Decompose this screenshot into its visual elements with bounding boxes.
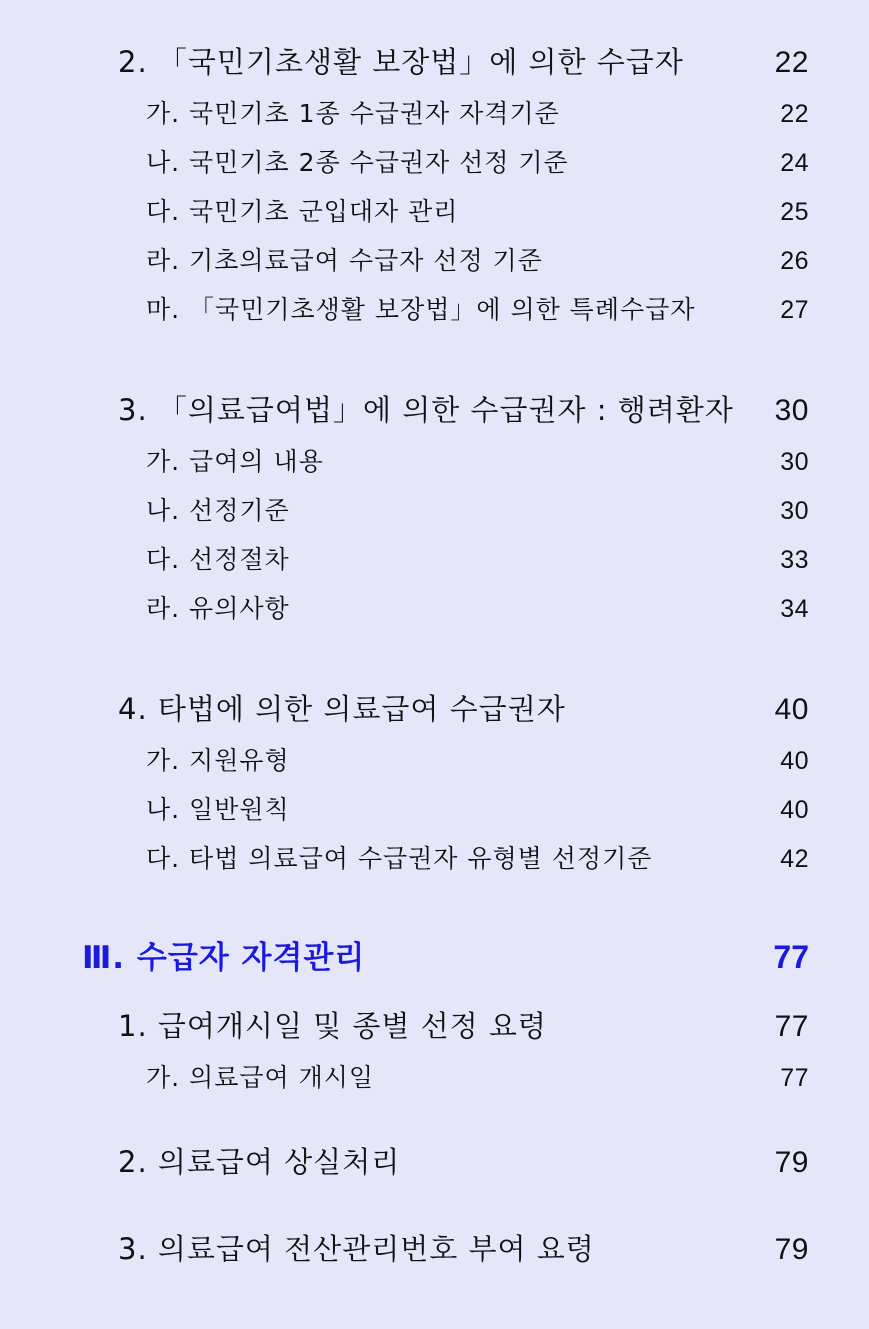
toc-entry-label: 라. 기초의료급여 수급자 선정 기준 [146, 246, 543, 275]
toc-entry-section-4-na [146, 790, 809, 826]
toc-entry-page: 79 [774, 1146, 809, 1179]
toc-entry-section-4 [118, 687, 809, 728]
toc-entry-page: 30 [774, 394, 809, 427]
toc-entry-page: 40 [780, 747, 809, 775]
toc-entry-chapter-3-section-3 [118, 1227, 809, 1268]
toc-entry-page: 34 [780, 595, 809, 623]
toc-entry-chapter-3 [82, 932, 809, 977]
toc-entry-label: 4. 타법에 의한 의료급여 수급권자 [118, 692, 566, 726]
toc-entry-section-2-na [146, 143, 809, 179]
toc-entry-label: 2. 「국민기초생활 보장법」에 의한 수급자 [118, 45, 684, 79]
toc-entry-section-2-ra [146, 241, 809, 277]
toc-entry-page: 40 [780, 796, 809, 824]
toc-entry-page: 33 [780, 546, 809, 574]
toc-entry-label: 다. 타법 의료급여 수급권자 유형별 선정기준 [146, 844, 653, 873]
toc-entry-label: 3. 의료급여 전산관리번호 부여 요령 [118, 1232, 595, 1266]
toc-entry-chapter-3-section-1 [118, 1004, 809, 1045]
toc-entry-label: 가. 의료급여 개시일 [146, 1063, 375, 1092]
toc-entry-section-4-ga [146, 741, 809, 777]
toc-entry-section-4-da [146, 839, 809, 875]
toc-entry-page: 26 [780, 247, 809, 275]
toc-entry-section-3-ga [146, 442, 809, 478]
toc-entry-label: 나. 국민기초 2종 수급권자 선정 기준 [146, 148, 569, 177]
toc-entry-label: 2. 의료급여 상실처리 [118, 1145, 401, 1179]
toc-entry-section-3 [118, 388, 809, 429]
toc-entry-section-3-ra [146, 589, 809, 625]
toc-entry-label: 1. 급여개시일 및 종별 선정 요령 [118, 1009, 547, 1043]
toc-entry-page: 77 [780, 1064, 809, 1092]
toc-entry-label: 가. 지원유형 [146, 746, 290, 775]
toc-entry-page: 42 [780, 845, 809, 873]
toc-entry-chapter-3-section-2 [118, 1140, 809, 1181]
toc-chapter-page: 77 [773, 939, 809, 975]
toc-entry-page: 30 [780, 497, 809, 525]
toc-entry-section-3-na [146, 491, 809, 527]
toc-entry-section-2 [118, 40, 809, 81]
toc-entry-page: 22 [780, 100, 809, 128]
toc-entry-label: 나. 선정기준 [146, 496, 290, 525]
toc-entry-label: 다. 선정절차 [146, 545, 290, 574]
toc-entry-label: 라. 유의사항 [146, 594, 290, 623]
toc-entry-page: 25 [780, 198, 809, 226]
toc-entry-label: 마. 「국민기초생활 보장법」에 의한 특례수급자 [146, 295, 696, 324]
toc-entry-page: 27 [780, 296, 809, 324]
toc-entry-section-2-da [146, 192, 809, 228]
toc-entry-label: 가. 급여의 내용 [146, 447, 324, 476]
toc-entry-section-2-ma [146, 290, 809, 326]
toc-entry-page: 79 [774, 1233, 809, 1266]
toc-entry-section-2-ga [146, 94, 809, 130]
toc-entry-chapter-3-section-1-ga [146, 1058, 809, 1094]
toc-entry-page: 40 [774, 693, 809, 726]
toc-entry-label: 다. 국민기초 군입대자 관리 [146, 197, 459, 226]
toc-entry-page: 24 [780, 149, 809, 177]
toc-entry-page: 77 [774, 1010, 809, 1043]
toc-entry-label: 나. 일반원칙 [146, 795, 290, 824]
toc-entry-label: 가. 국민기초 1종 수급권자 자격기준 [146, 99, 560, 128]
toc-entry-section-3-da [146, 540, 809, 576]
toc-entry-page: 30 [780, 448, 809, 476]
toc-entry-label: 3. 「의료급여법」에 의한 수급권자 : 행려환자 [118, 393, 734, 427]
toc-chapter-label: Ⅲ. 수급자 자격관리 [82, 940, 366, 976]
toc-entry-page: 22 [774, 46, 809, 79]
